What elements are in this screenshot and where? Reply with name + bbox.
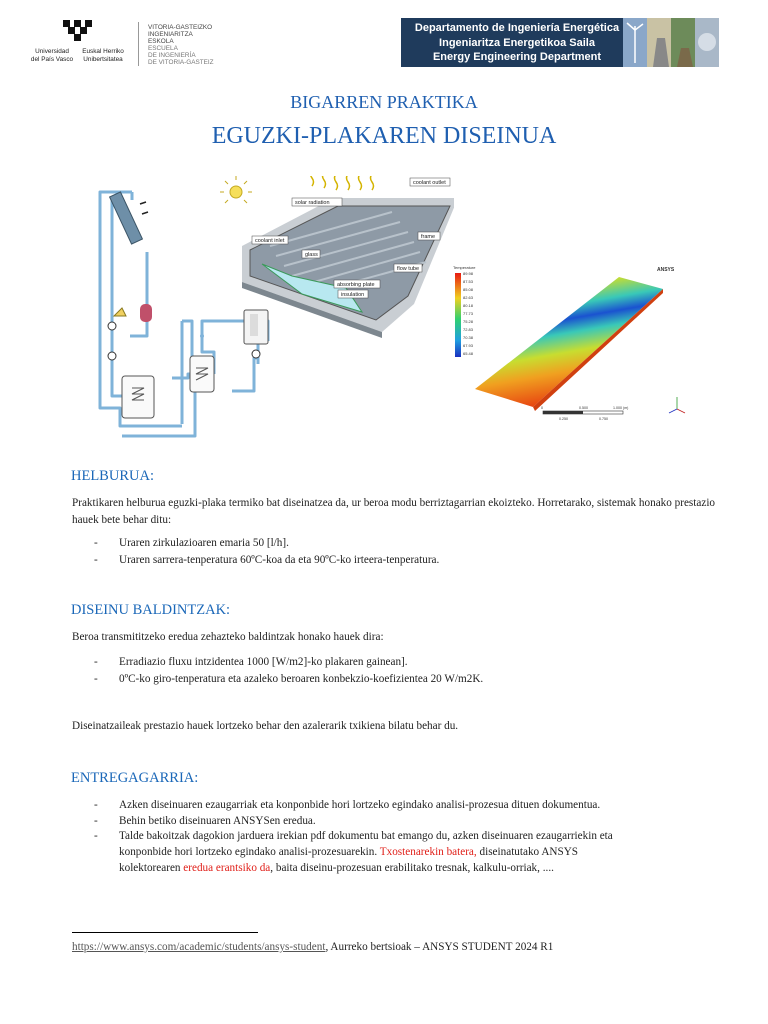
svg-text:77.73: 77.73 bbox=[463, 311, 474, 316]
svg-text:0.250: 0.250 bbox=[559, 417, 568, 421]
label-frame: frame bbox=[421, 234, 436, 240]
label-absorbing-plate: absorbing plate bbox=[337, 282, 375, 288]
svg-text:85.08: 85.08 bbox=[463, 287, 474, 292]
school-name: VITORIA-GASTEIZKO INGENIARITZA ESKOLA ESCUELA DE INGENIERÍA DE VITORIA-GASTEIZ bbox=[148, 24, 214, 66]
section-heading-helburua: HELBURUA: bbox=[71, 468, 154, 484]
list-item: - 0ºC-ko giro-tenperatura eta azaleko beroaren konbekzio-koefizientea 20 W/m2K. bbox=[94, 673, 484, 685]
svg-text:65.48: 65.48 bbox=[463, 351, 474, 356]
roof-collector-icon bbox=[110, 192, 148, 244]
logo-divider bbox=[138, 22, 139, 66]
helburua-text: Praktikaren helburua eguzki-plaka termiko bat diseinatzea da, ur beroa modu berriztagarrian ekoizteko. Horretarako, sistemak honako prestazio hauek bete behar ditu: bbox=[72, 497, 716, 526]
ehu-name-eu: Euskal Herriko Unibertsitatea bbox=[82, 48, 124, 63]
ansys-logo: ANSYS bbox=[657, 267, 675, 273]
footnote: https://www.ansys.com/academic/students/ansys-student, Aurreko bertsioak – ANSYS STUDENT 2024 R1 bbox=[72, 941, 554, 953]
department-name: Departamento de Ingeniería Energética Ingeniaritza Energetikoa Saila Energy Engineering Department bbox=[414, 22, 620, 63]
svg-text:70.38: 70.38 bbox=[463, 335, 474, 340]
ehu-name-es: Universidad del País Vasco bbox=[30, 48, 74, 63]
label-insulation: insulation bbox=[341, 292, 365, 298]
baldintzak-closing: Diseinatzaileak prestazio hauek lortzeko behar den azalerarik txikiena bilatu behar du. bbox=[72, 720, 459, 732]
footnote-divider bbox=[72, 932, 258, 933]
svg-text:0.750: 0.750 bbox=[599, 417, 608, 421]
list-item: - Behin betiko diseinuaren ANSYSen eredua. bbox=[94, 815, 316, 827]
boiler-icon bbox=[244, 310, 268, 358]
label-coolant-outlet: coolant outlet bbox=[413, 180, 446, 186]
svg-text:1.000 (m): 1.000 (m) bbox=[613, 406, 629, 410]
department-banner bbox=[401, 18, 719, 67]
list-item-continuation: konponbide hori lortzeko egindako analisi-prozesuarekin. Txostenarekin batera, diseinatutako ANSYS bbox=[119, 846, 579, 858]
list-item: - Uraren sarrera-tenperatura 60ºC-koa da eta 90ºC-ko irteera-tenperatura. bbox=[94, 554, 440, 566]
page-title: EGUZKI-PLAKAREN DISEINUA bbox=[211, 123, 557, 149]
ehu-emblem-icon bbox=[61, 18, 97, 44]
solar-system-schematic bbox=[92, 176, 454, 438]
flat-plate-collector-icon bbox=[242, 176, 454, 338]
svg-text:80.18: 80.18 bbox=[463, 303, 474, 308]
list-item: - Talde bakoitzak dagokion jarduera irekian pdf dokumentu bat emango du, azken diseinuaren ezaugarriekin eta bbox=[94, 830, 613, 842]
label-glass: glass bbox=[305, 252, 318, 258]
section-heading-baldintzak: DISEINU BALDINTZAK: bbox=[71, 602, 231, 618]
list-item: - Uraren zirkulazioaren emaria 50 [l/h]. bbox=[94, 537, 289, 549]
sun-icon bbox=[220, 176, 252, 203]
practice-title: BIGARREN PRAKTIKA bbox=[290, 92, 478, 112]
legend-color-bar bbox=[455, 273, 461, 357]
label-flow-tube: flow tube bbox=[397, 266, 420, 272]
list-item: - Azken diseinuaren ezaugarriak eta konponbide hori lortzeko egindako analisi-prozesua dituen dokumentua. bbox=[94, 799, 601, 811]
list-item-continuation: kolektorearen eredua erantsiko da, baita diseinu-prozesuan erabilitako tresnak, kalkulu-orriak, .... bbox=[119, 862, 554, 874]
list-item: - Erradiazio fluxu intzidentea 1000 [W/m2]-ko plakaren gainean]. bbox=[94, 656, 408, 668]
svg-text:89.98: 89.98 bbox=[463, 271, 474, 276]
ansys-temperature-contour bbox=[451, 263, 689, 426]
label-coolant-inlet: coolant inlet bbox=[255, 238, 285, 244]
storage-tank-icon bbox=[122, 376, 154, 418]
baldintzak-text: Beroa transmititzeko eredua zehazteko baldintzak honako hauek dira: bbox=[72, 631, 384, 643]
water-heater-icon bbox=[190, 356, 214, 392]
svg-text:87.53: 87.53 bbox=[463, 279, 474, 284]
svg-text:0: 0 bbox=[541, 406, 543, 410]
svg-text:72.83: 72.83 bbox=[463, 327, 474, 332]
pump-icon bbox=[108, 304, 152, 360]
emphasis-text: eredua erantsiko da bbox=[183, 862, 271, 874]
svg-text:67.93: 67.93 bbox=[463, 343, 474, 348]
ansys-student-link[interactable]: https://www.ansys.com/academic/students/ansys-student bbox=[72, 941, 326, 953]
svg-text:Temperature: Temperature bbox=[453, 265, 476, 270]
energy-photos-icon bbox=[623, 18, 719, 67]
emphasis-text: Txostenarekin batera, bbox=[379, 846, 477, 858]
university-logo bbox=[26, 18, 236, 70]
svg-text:0.500: 0.500 bbox=[579, 406, 588, 410]
label-solar-radiation: solar radiation bbox=[295, 200, 330, 206]
svg-text:82.63: 82.63 bbox=[463, 295, 474, 300]
svg-text:75.28: 75.28 bbox=[463, 319, 474, 324]
section-heading-entregagarria: ENTREGAGARRIA: bbox=[71, 770, 199, 786]
